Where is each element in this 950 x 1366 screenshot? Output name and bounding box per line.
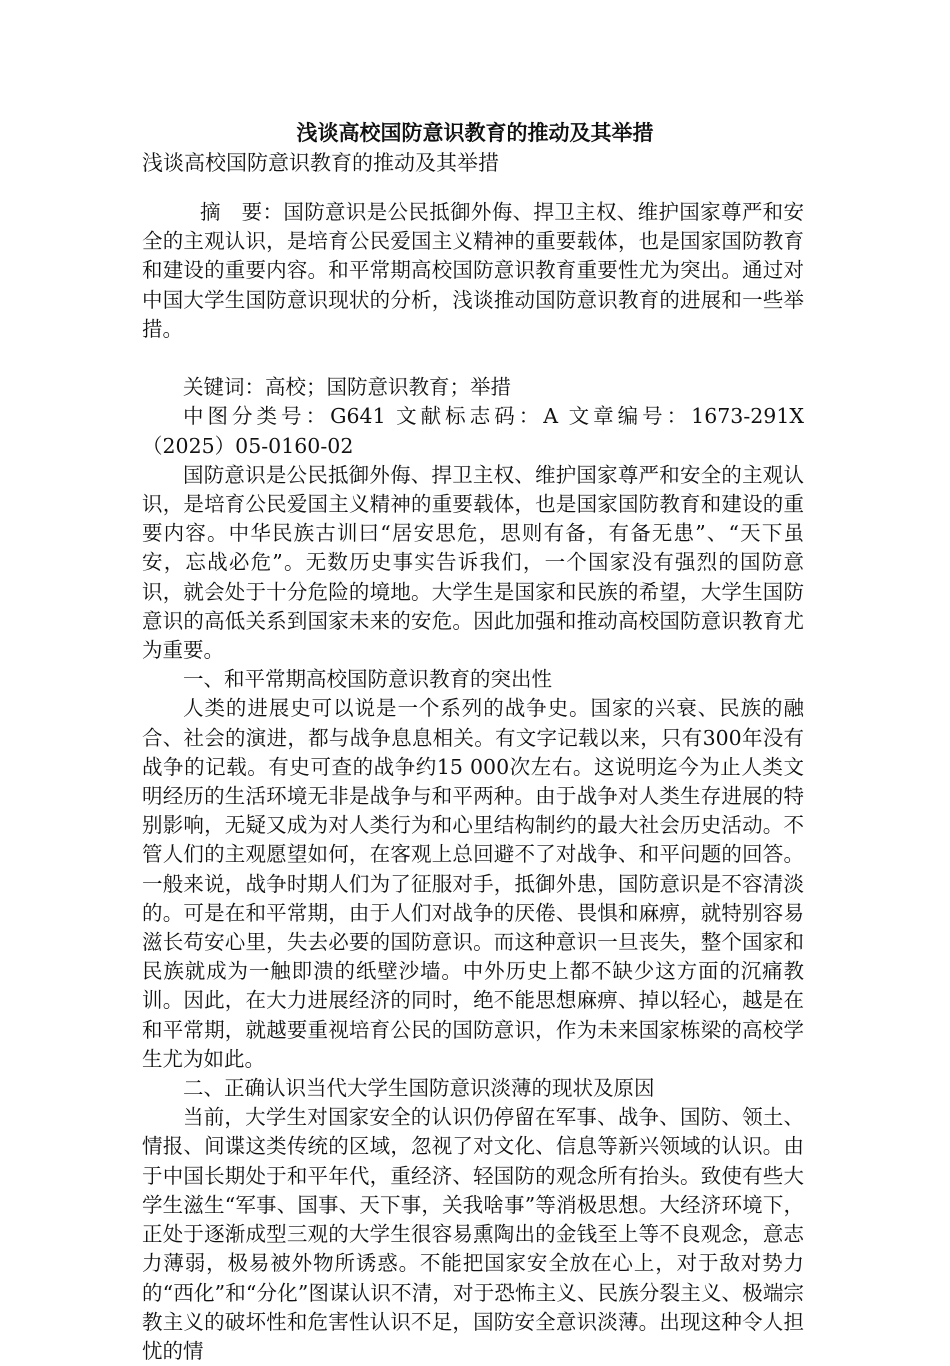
section-heading: 二、正确认识当代大学生国防意识淡薄的现状及原因 xyxy=(183,1076,655,1101)
body-paragraph: 国防意识是公民抵御外侮、捍卫主权、维护国家尊严和安全的主观认识，是培育公民爱国主义精神的重要载体，也是国家国防教育和建设的重要内容。中华民族古训曰“居安思危，思则有备，有备无患”、“天下虽安，忘战必危”。无数历史事实告诉我们，一个国家没有强烈的国防意识，就会处于十分危险的境地。大学生是国家和民族的希望，大学生国防意识的高低关系到国家未来的安危。因此加强和推动高校国防意识教育尤为重要。 xyxy=(142,462,804,663)
spacer xyxy=(142,344,804,373)
classification-line: 中图分类号：G641 文献标志码：A 文章编号：1673-291X（2025）05-0160-02 xyxy=(142,404,804,458)
body-paragraph: 人类的进展史可以说是一个系列的战争史。国家的兴衰、民族的融合、社会的演进，都与战争息息相关。有文字记载以来，只有300年没有战争的记载。有史可查的战争约15 000次左右。这说明迄今为止人类文明经历的生活环境无非是战争与和平两种。由于战争对人类生存进展的特别影响，无疑又成为对人类行为和心里结构制约的最大社会历史活动。不管人们的主观愿望如何，在客观上总回避不了对战争、和平问题的回答。一般来说，战争时期人们为了征服对手，抵御外患，国防意识是不容清淡的。可是在和平常期，由于人们对战争的厌倦、畏惧和麻痹，就特别容易滋长苟安心里，失去必要的国防意识。而这种意识一旦丧失，整个国家和民族就成为一触即溃的纸壁沙墙。中外历史上都不缺少这方面的沉痛教训。因此，在大力进展经济的同时，绝不能思想麻痹、掉以轻心，越是在和平常期，就越要重视培育公民的国防意识，作为未来国家栋梁的高校学生尤为如此。 xyxy=(142,696,804,1071)
document-subtitle: 浅谈高校国防意识教育的推动及其举措 xyxy=(142,151,499,175)
body-paragraph: 当前，大学生对国家安全的认识仍停留在军事、战争、国防、领土、情报、间谍这类传统的区域，忽视了对文化、信息等新兴领域的认识。由于中国长期处于和平年代，重经济、轻国防的观念所有抬头。致使有些大学生滋生“军事、国事、天下事，关我啥事”等消极思想。大经济环境下，正处于逐渐成型三观的大学生很容易熏陶出的金钱至上等不良观念，意志力薄弱，极易被外物所诱惑。不能把国家安全放在心上，对于敌对势力的“西化”和“分化”图谋认识不清，对于恐怖主义、民族分裂主义、极端宗教主义的破坏性和危害性认识不足，国防安全意识淡薄。出现这种令人担忧的情 xyxy=(142,1105,804,1363)
document-title: 浅谈高校国防意识教育的推动及其举措 xyxy=(296,120,654,145)
keywords-line: 关键词：高校；国防意识教育；举措 xyxy=(183,375,511,400)
section-heading: 一、和平常期高校国防意识教育的突出性 xyxy=(183,667,552,692)
abstract-paragraph: 摘 要：国防意识是公民抵御外侮、捍卫主权、维护国家尊严和安全的主观认识，是培育公民爱国主义精神的重要载体，也是国家国防教育和建设的重要内容。和平常期高校国防意识教育重要性尤为突出。通过对中国大学生国防意识现状的分析，浅谈推动国防意识教育的进展和一些举措。 xyxy=(142,200,804,341)
document-body xyxy=(142,198,804,1366)
